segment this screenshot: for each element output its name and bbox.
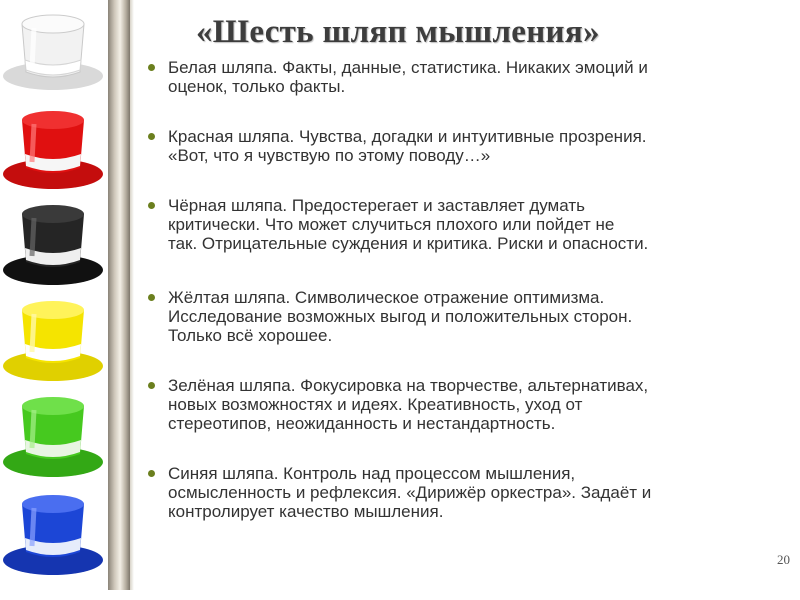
bullet-icon [148,470,155,477]
page-number: 20 [777,552,790,567]
decorative-rail [108,0,130,590]
bullet-icon [148,133,155,140]
bullet-icon [148,294,155,301]
list-item-text: Красная шляпа. Чувства, догадки и интуитивные прозрения. «Вот, что я чувствую по этому поводу…» [168,127,647,165]
blue-top-hat-icon [0,490,106,580]
bullet-icon [148,64,155,71]
hat-strip [0,0,108,590]
yellow-top-hat-icon [0,296,106,386]
slide-title: «Шесть шляп мышления» [196,14,600,50]
red-top-hat-icon [0,104,106,194]
bullet-icon [148,202,155,209]
list-item-text: Жёлтая шляпа. Символическое отражение оптимизма. Исследование возможных выгод и положительных сторон. Только всё хорошее. [168,288,633,345]
list-item-text: Зелёная шляпа. Фокусировка на творчестве, альтернативах, новых возможностях и идеях. Креативность, уход от стереотипов, неожиданность и нестандартность. [168,376,649,433]
green-top-hat-icon [0,392,106,482]
list-item-text: Синяя шляпа. Контроль над процессом мышления, осмысленность и рефлексия. «Дирижёр оркестра». Задаёт и контролирует качество мышления. [168,464,652,521]
list-item-text: Чёрная шляпа. Предостерегает и заставляет думать критически. Что может случиться плохого или пойдет не так. Отрицательные суждения и критика. Риски и опасности. [168,196,649,253]
bullet-icon [148,382,155,389]
black-top-hat-icon [0,200,106,290]
white-top-hat-icon [0,4,106,94]
list-item-text: Белая шляпа. Факты, данные, статистика. Никаких эмоций и оценок, только факты. [168,58,648,96]
